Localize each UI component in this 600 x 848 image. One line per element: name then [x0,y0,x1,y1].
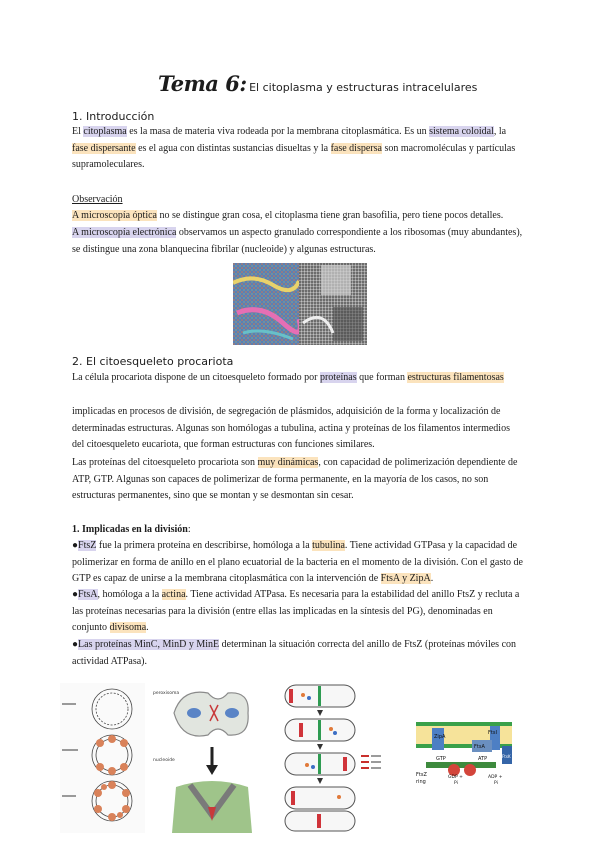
observacion-electronica [72,225,524,258]
text: : [187,524,191,535]
text: observamos un aspecto granulado correspondiente a los ribosomas (muy abundantes), se distingue una zona blanquecina fibrilar (nucleoide) y algunas estructuras. [72,227,523,255]
fig-label-ftsz: FtsZ [416,772,427,778]
text: , la [493,126,507,137]
text: fue la primera proteína en describirse, homóloga a la [96,540,313,551]
highlight-ftsa-zipa: FtsA y ZipA [380,573,431,584]
text: El [72,126,84,137]
highlight-estructuras-filamentosas: estructuras filamentosas [407,372,504,383]
fig-label-ftsi: FtsI [488,730,497,736]
text: . Tiene actividad GTPasa y la capacidad de polimerizar en forma de anillo en el plano ecuatorial de la bacteria en el momento de la división. Con el gasto de GTP es capaz de unirse a la membrana citoplasmática con la intervención de [72,540,523,584]
highlight-actina: actina [161,589,186,600]
observacion-optica [72,208,524,225]
highlight-fase-dispersa: fase dispersa [330,142,382,154]
fig-label-adp: ADP + [488,775,503,780]
page-title [158,71,478,98]
fig-label-ftsk: FtsK [502,754,511,759]
division-figure [152,683,254,833]
text: . [146,622,149,633]
text: . Tiene actividad ATPasa. Es necesaria para la estabilidad del anillo FtsZ y recluta a las proteínas necesarias para la división (entre ellas las implicadas en la síntesis del PG), denominadas en conjunto [72,589,520,633]
highlight-ftsz: FtsZ [78,540,97,551]
text: determinan la situación correcta del anillo de FtsZ (proteínas móviles con actividad ATPasa). [72,639,517,667]
min-system-image [283,683,383,833]
observacion-heading: Observación [72,194,123,205]
fig-label-gtp: GTP [436,756,446,762]
fig-label-ring: ring [416,779,426,785]
highlight-ftsa: FtsA [78,589,98,600]
text: Las proteínas del citoesqueleto procariota son [72,457,258,468]
ftsz-ring-figure [60,683,145,833]
bullet-icon: ● [72,589,79,600]
highlight-microscopia-optica: A microscopía óptica [72,210,157,221]
division-image [152,683,254,833]
min-system-figure [283,683,383,833]
text: que forman [356,372,408,383]
fig-label-zipa: ZipA [434,734,446,740]
highlight-microscopia-electronica: A microscopía electrónica [72,227,177,238]
text: . [430,573,434,584]
ftsz-ring-image [60,683,145,833]
citoesqueleto-paragraph-3 [72,455,524,505]
text: , con capacidad de polimerización dependiente de ATP, GTP. Algunas son capaces de polimerizar de forma permanente, en la mayoría de los casos, no son estructuras permanentes, sino que se montan y se desmontan sin cesar. [72,457,518,501]
divisome-image [414,718,514,788]
division-heading [72,522,524,539]
highlight-tubulina: tubulina [312,540,345,551]
intro-paragraph [72,124,524,174]
division-heading-text: 1. Implicadas en la división [72,524,188,535]
highlight-fase-dispersante: fase dispersante [72,142,136,154]
bullet-ftsa [72,587,524,637]
text: La célula procariota dispone de un citoesqueleto formado por [72,372,320,383]
text: , homóloga a la [97,589,162,600]
highlight-citoplasma: citoplasma [83,126,127,137]
citoesqueleto-paragraph-1 [72,370,524,387]
text: no se distingue gran cosa, el citoplasma tiene gran basofilia, pero tiene pocos detalles. [156,210,504,221]
micrograph-figure [233,263,367,345]
fig-label-gdp: GDP + [448,775,463,780]
highlight-min-proteins: Las proteínas MinC, MinD y MinE [78,639,220,650]
micrograph-image [233,263,367,345]
highlight-proteinas: proteínas [319,372,357,383]
bullet-icon: ● [72,639,79,650]
divisome-figure [414,718,514,788]
fig-label-nucleoide: nucleoide [153,758,175,763]
title-subtitle: El citoplasma y estructuras intracelulares [249,81,478,94]
text: es la masa de materia viva rodeada por la membrana citoplasmática. Es un [126,126,430,137]
fig-label-atp: ATP [478,756,488,762]
bullet-min [72,637,524,670]
text: es el agua con distintas sustancias disueltas y la [135,142,331,154]
bullet-icon: ● [72,540,79,551]
fig-label-peroxisoma: peroxisoma [153,691,180,696]
text: son macromoléculas y partículas supramoleculares. [72,142,516,170]
section-heading-citoesqueleto: 2. El citoesqueleto procariota [72,355,234,368]
citoesqueleto-paragraph-2: implicadas en procesos de división, de segregación de plásmidos, adquisición de la forma y localización de determinadas estructuras. Algunas son homólogas a tubulina, actina y proteínas de los filamentos intermedios del citoesqueleto eucariota, que forman estructuras con funciones similares. [72,406,510,450]
highlight-muy-dinamicas: muy dinámicas [257,457,319,468]
fig-label-ftsa: FtsA [474,744,485,750]
section-heading-introduccion: 1. Introducción [72,110,155,123]
highlight-divisoma: divisoma [109,622,147,633]
highlight-sistema-coloidal: sistema coloidal [429,126,494,137]
bullet-ftsz [72,538,524,588]
fig-label-pi-1: Pi [454,781,458,786]
fig-label-pi-2: Pi [494,781,498,786]
title-colon: : [239,71,247,96]
title-number: Tema 6 [158,71,240,96]
